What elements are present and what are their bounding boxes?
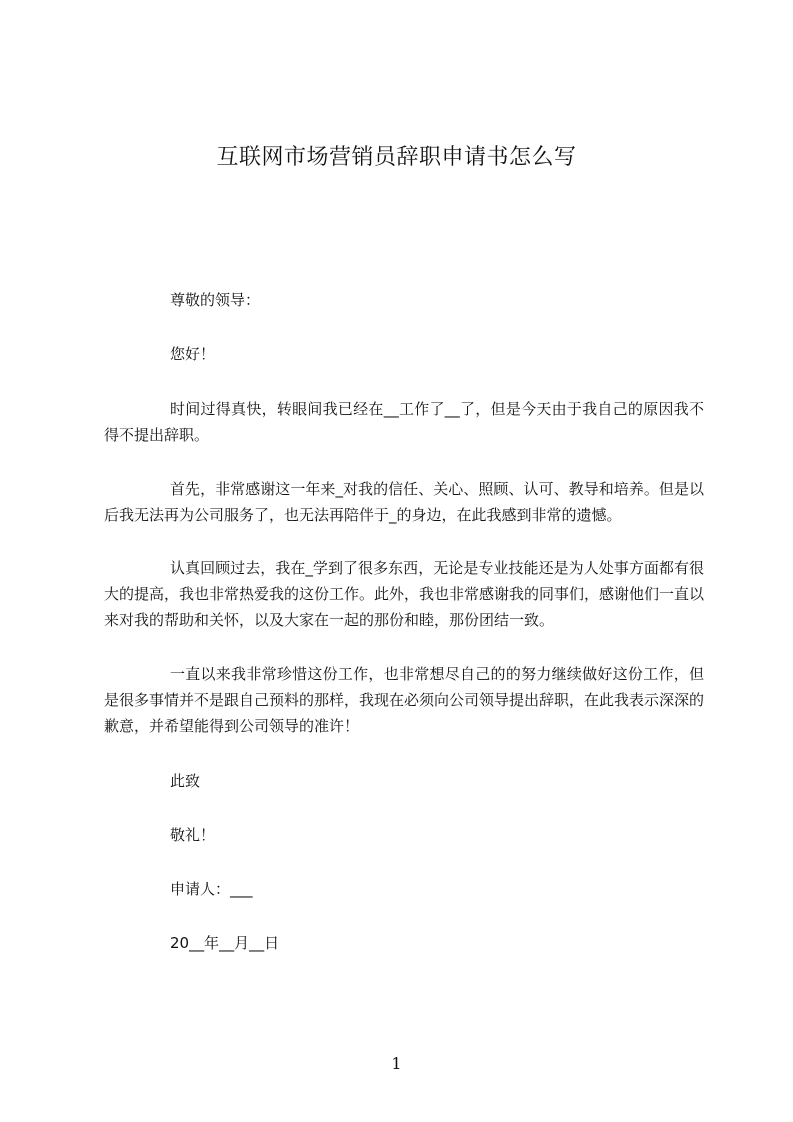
applicant-signature: 申请人：___ xyxy=(170,880,253,898)
page-number: 1 xyxy=(391,1054,402,1073)
page-title: 互联网市场营销员辞职申请书怎么写 xyxy=(216,145,577,170)
closing-line: 此致 xyxy=(170,772,201,790)
greeting: 您好！ xyxy=(170,345,216,363)
body-paragraph-4: 一直以来我非常珍惜这份工作，也非常想尽自己的的努力继续做好这份工作，但是很多事情并不是跟自己预料的那样，我现在必须向公司领导提出辞职，在此我表示深深的歉意，并希望能得到公司领导的准许！ xyxy=(104,665,705,735)
body-paragraph-3: 认真回顾过去，我在_学到了很多东西，无论是专业技能还是为人处事方面都有很大的提高，我也非常热爱我的这份工作。此外，我也非常感谢我的同事们，感谢他们一直以来对我的帮助和关怀，以及大家在一起的那份和睦，那份团结一致。 xyxy=(104,559,705,629)
date-line: 20__年__月__日 xyxy=(170,934,280,952)
body-paragraph-2: 首先，非常感谢这一年来_对我的信任、关心、照顾、认可、教导和培养。但是以后我无法再为公司服务了，也无法再陪伴于_的身边，在此我感到非常的遗憾。 xyxy=(104,480,704,524)
closing-salute: 敬礼！ xyxy=(170,826,216,844)
body-paragraph-1: 时间过得真快，转眼间我已经在__工作了__了，但是今天由于我自己的原因我不得不提出辞职。 xyxy=(104,400,704,444)
salutation: 尊敬的领导： xyxy=(170,291,261,309)
